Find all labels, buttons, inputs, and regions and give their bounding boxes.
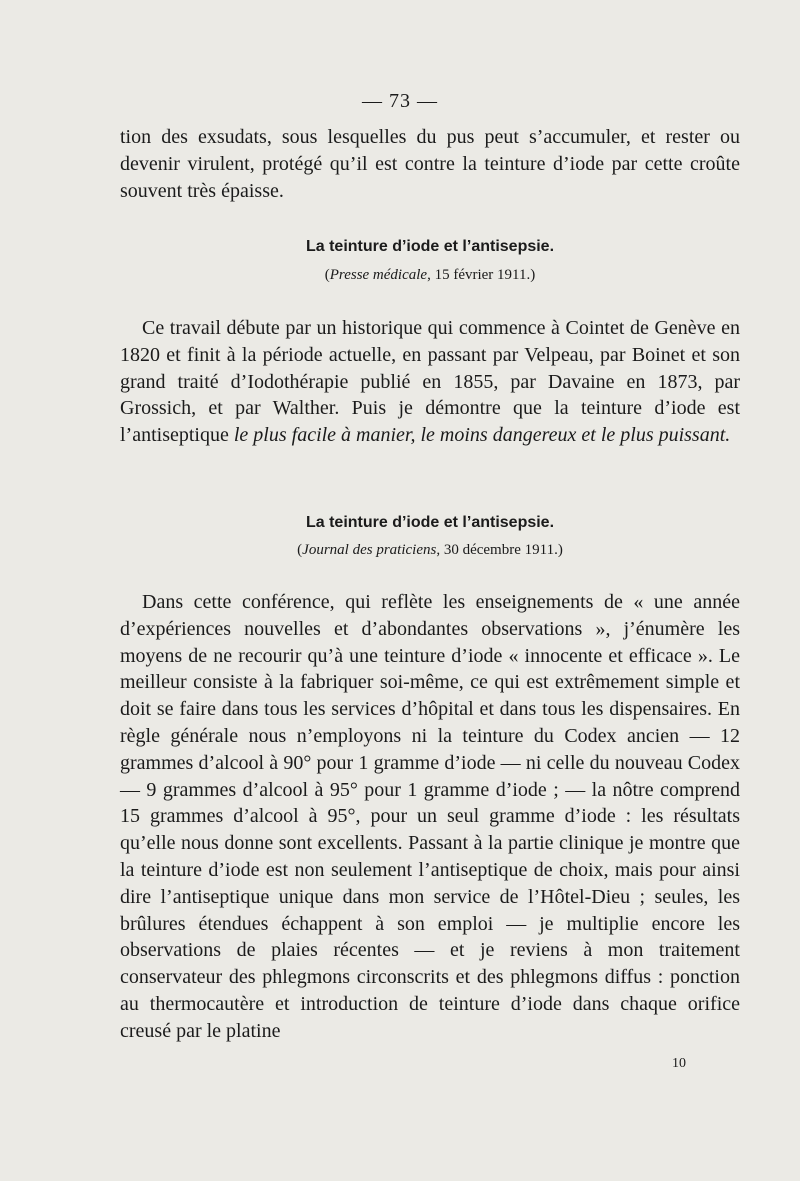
section-1-source-open: (: [324, 267, 330, 283]
continuation-paragraph: [120, 124, 740, 204]
section-2-source-journal: Journal des praticiens: [302, 542, 437, 558]
section-2-title: La teinture d’iode et l’antisepsie.: [305, 514, 555, 531]
section-1-source-date: , 15 février 1911.): [427, 267, 536, 283]
section-1-body: [120, 315, 740, 449]
section-2-source-date: , 30 décembre 1911.): [436, 542, 563, 558]
section-1-body-italic: le plus facile à manier, le moins dangereux et le plus puissant.: [233, 424, 731, 447]
section-1-source-journal: Presse médicale: [329, 267, 428, 283]
section-1-source: [120, 267, 740, 284]
section-1-title: La teinture d’iode et l’antisepsie.: [305, 238, 555, 255]
section-2-source: [120, 542, 740, 559]
signature-mark: 10: [672, 1056, 686, 1071]
section-2-paragraph: Dans cette conférence, qui reflète les enseignements de « une année d’expériences nouvelles et d’abondantes observations », j’énumère les moyens de ne recourir qu’à une teinture d’iode « innocente et efficace ». Le meilleur consiste à la fabriquer soi-même, ce qui est extrêmement simple et doit se faire dans tous les services d’hôpital et dans tous les dispensaires. En règle générale nous n’employons ni la teinture du Codex ancien — 12 grammes d’alcool à 90° pour 1 gramme d’iode — ni celle du nouveau Codex — 9 grammes d’alcool à 95° pour 1 gramme d’iode ; — la nôtre comprend 15 grammes d’alcool à 95°, pour un seul gramme d’iode : les résultats qu’elle nous donne sont excellents. Passant à la partie clinique je montre que la teinture d’iode est non seulement l’antiseptique de choix, mais pour ainsi dire l’antiseptique unique dans mon service de l’Hôtel-Dieu ; seules, les brûlures étendues échappent à son emploi — je multiplie encore les observations de plaies récentes — et je reviens à mon traitement conservateur des phlegmons circonscrits et des phlegmons diffus : ponction au thermocautère et introduction de teinture d’iode dans chaque orifice creusé par le platine: [120, 591, 740, 1042]
page-number: — 73 —: [362, 90, 438, 112]
section-2-body: [120, 589, 740, 1045]
section-1-paragraph: [120, 315, 740, 449]
section-2-source-open: (: [297, 542, 303, 558]
continuation-text: tion des exsudats, sous lesquelles du pus peut s’accumuler, et rester ou devenir virulent, protégé qu’il est contre la teinture d’iode par cette croûte souvent très épaisse.: [120, 126, 740, 202]
section-1-body-text: Ce travail débute par un historique qui commence à Cointet de Genève en 1820 et finit à la période actuelle, en passant par Velpeau, par Boinet et son grand traité d’Iodothérapie publié en 1855, par Davaine en 1873, par Grossich, et par Walther. Puis je démontre que la teinture d’iode est l’antiseptique: [120, 317, 740, 447]
